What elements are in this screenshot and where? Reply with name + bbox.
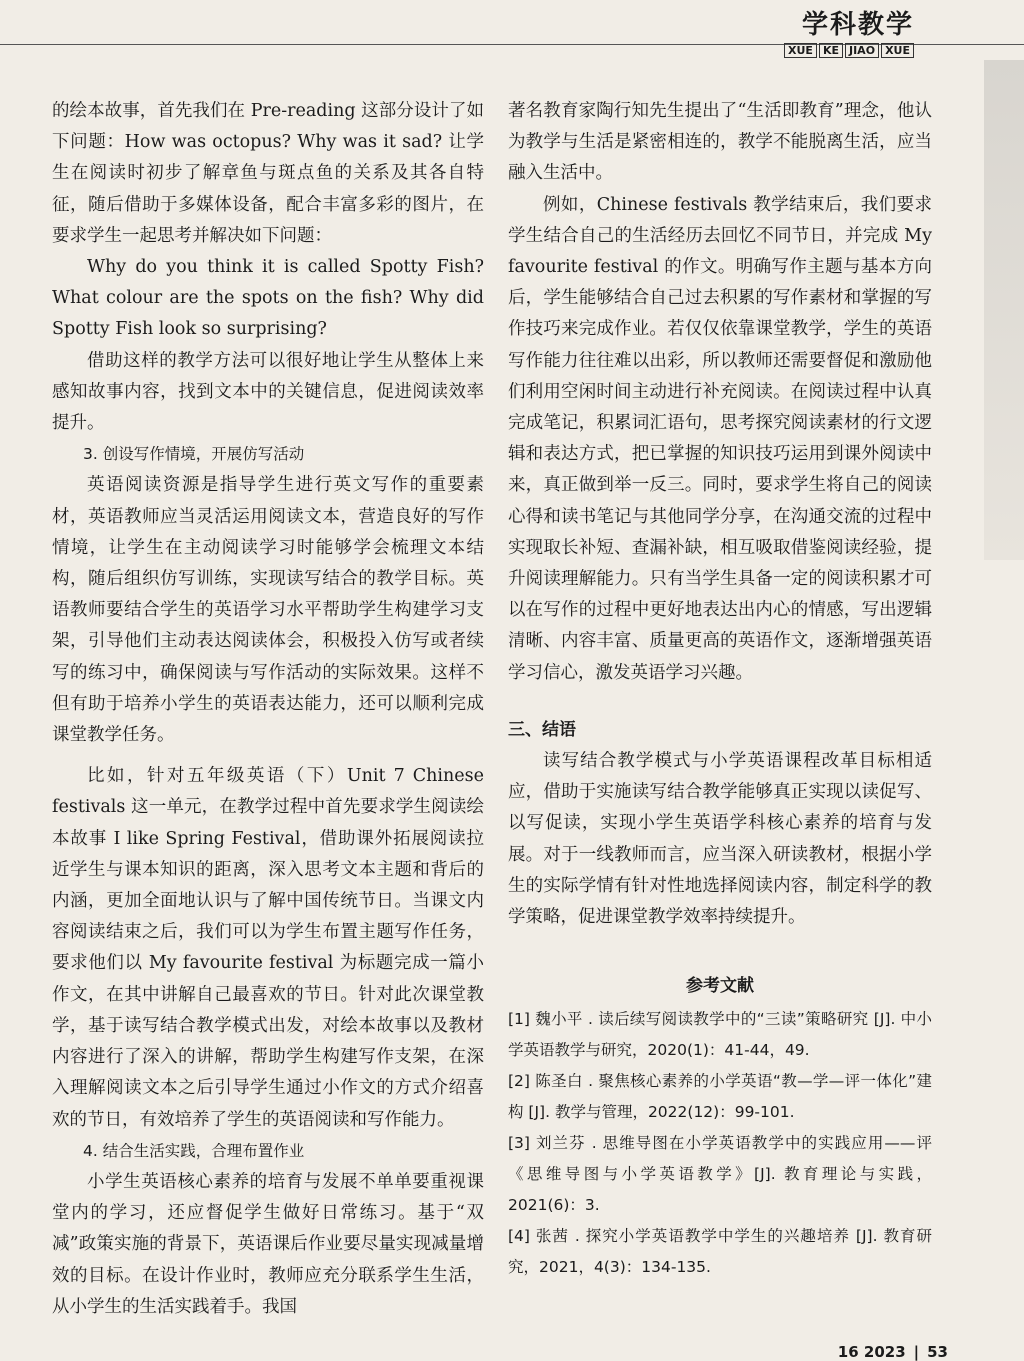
subsection-heading: 3. 创设写作情境，开展仿写活动 xyxy=(83,445,305,464)
right-column xyxy=(508,96,932,1283)
paragraph: 读写结合教学模式与小学英语课程改革目标相适应，借助于实施读写结合教学能够真正实现以读促写、以写促读，实现小学生英语学科核心素养的培育与发展。对于一线教师而言，应当深入研读教材，根据小学生的实际学情有针对性地选择阅读内容，制定科学的教学策略，促进课堂教学效率持续提升。 xyxy=(508,751,932,928)
issue-label: 16 2023 xyxy=(837,1343,906,1361)
paragraph: 借助这样的教学方法可以很好地让学生从整体上来感知故事内容，找到文本中的关键信息，促进阅读效率提升。 xyxy=(52,350,484,434)
paragraph: 比如，针对五年级英语（下）Unit 7 Chinese festivals 这一单元，在教学过程中首先要求学生阅读绘本故事 I like Spring Festival，借助课外拓展阅读拉近学生与课本知识的距离，深入思考文本主题和背后的内涵，更加全面地认识与了解中国传统节日。当课文内容阅读结束之后，我们可以为学生布置主题写作任务，要求他们以 My favourite festival 为标题完成一篇小作文，在其中讲解自己最喜欢的节日。针对此次课堂教学，基于读写结合教学模式出发，对绘本故事以及教材内容进行了深入的讲解，帮助学生构建写作支架，在深入理解阅读文本之后引导学生通过小作文的方式介绍喜欢的节日，有效培养了学生的英语阅读和写作能力。 xyxy=(52,766,484,1130)
subsection-heading: 4. 结合生活实践，合理布置作业 xyxy=(83,1141,305,1160)
paragraph: 小学生英语核心素养的培育与发展不单单要重视课堂内的学习，还应督促学生做好日常练习。基于“双减”政策实施的背景下，英语课后作业要尽量实现减量增效的目标。在设计作业时，教师应充分联系学生生活，从小学生的生活实践着手。我国 xyxy=(52,1171,484,1317)
paragraph: 英语阅读资源是指导学生进行英文写作的重要素材，英语教师应当灵活运用阅读文本，营造良好的写作情境，让学生在主动阅读学习时能够学会梳理文本结构，随后组织仿写训练，实现读写结合的教学目标。英语教师要结合学生的英语学习水平帮助学生构建学习支架，引导他们主动表达阅读体会，积极投入仿写或者续写的练习中，确保阅读与写作活动的实际效果。这样不但有助于培养小学生的英语表达能力，还可以顺利完成课堂教学任务。 xyxy=(52,475,484,746)
page-footer: 16 2023 | 53 xyxy=(837,1343,948,1361)
journal-title: 学科教学 xyxy=(801,10,914,40)
page-edge-strip xyxy=(984,60,1024,560)
journal-pinyin xyxy=(784,43,914,58)
pinyin-3: JIAO xyxy=(845,43,879,58)
page-number: 53 xyxy=(927,1343,948,1361)
reference-item: [1] 魏小平 . 读后续写阅读教学中的“三读”策略研究 [J]. 中小学英语教学与研究，2020(1)：41-44，49. xyxy=(508,1010,932,1060)
paragraph: 的绘本故事，首先我们在 Pre-reading 这部分设计了如下问题：How was octopus? Why was it sad? 让学生在阅读时初步了解章鱼与斑点鱼的关系及其各自特征，随后借助于多媒体设备，配合丰富多彩的图片，在要求学生一起思考并解决如下问题： xyxy=(52,101,484,246)
pinyin-2: KE xyxy=(819,43,843,58)
pinyin-4: XUE xyxy=(881,43,914,58)
references-title: 参考文献 xyxy=(686,976,754,997)
left-column xyxy=(52,96,484,1323)
reference-item: [2] 陈圣白 . 聚焦核心素养的小学英语“教—学—评一体化”建构 [J]. 教学与管理，2022(12)：99-101. xyxy=(508,1072,932,1122)
paragraph: Why do you think it is called Spotty Fish? What colour are the spots on the fish? Why did Spotty Fish look so surprising? xyxy=(52,257,484,340)
masthead xyxy=(784,4,914,58)
reference-item: [3] 刘兰芬 . 思维导图在小学英语教学中的实践应用——评《思维导图与小学英语教学》[J]. 教育理论与实践，2021(6)：3. xyxy=(508,1134,932,1215)
paragraph: 例如，Chinese festivals 教学结束后，我们要求学生结合自己的生活经历去回忆不同节日，并完成 My favourite festival 的作文。明确写作主题与基本方向后，学生能够结合自己过去积累的写作素材和掌握的写作技巧来完成作业。若仅仅依靠课堂教学，学生的英语写作能力往往难以出彩，所以教师还需要督促和激励他们利用空闲时间主动进行补充阅读。在阅读过程中认真完成笔记，积累词汇语句，思考探究阅读素材的行文逻辑和表达方式，把已掌握的知识技巧运用到课外阅读中来，真正做到举一反三。同时，要求学生将自己的阅读心得和读书笔记与其他同学分享，在沟通交流的过程中实现取长补短、查漏补缺，相互吸取借鉴阅读经验，提升阅读理解能力。只有当学生具备一定的阅读积累才可以在写作的过程中更好地表达出内心的情感，写出逻辑清晰、内容丰富、质量更高的英语作文，逐渐增强英语学习信心，激发英语学习兴趣。 xyxy=(508,194,932,683)
reference-item: [4] 张茜 . 探究小学英语教学中学生的兴趣培养 [J]. 教育研究，2021，4(3)：134-135. xyxy=(508,1227,932,1277)
pinyin-1: XUE xyxy=(784,43,817,58)
section-heading: 三、结语 xyxy=(508,719,576,740)
paragraph: 著名教育家陶行知先生提出了“生活即教育”理念，他认为教学与生活是紧密相连的，教学不能脱离生活，应当融入生活中。 xyxy=(508,101,932,184)
